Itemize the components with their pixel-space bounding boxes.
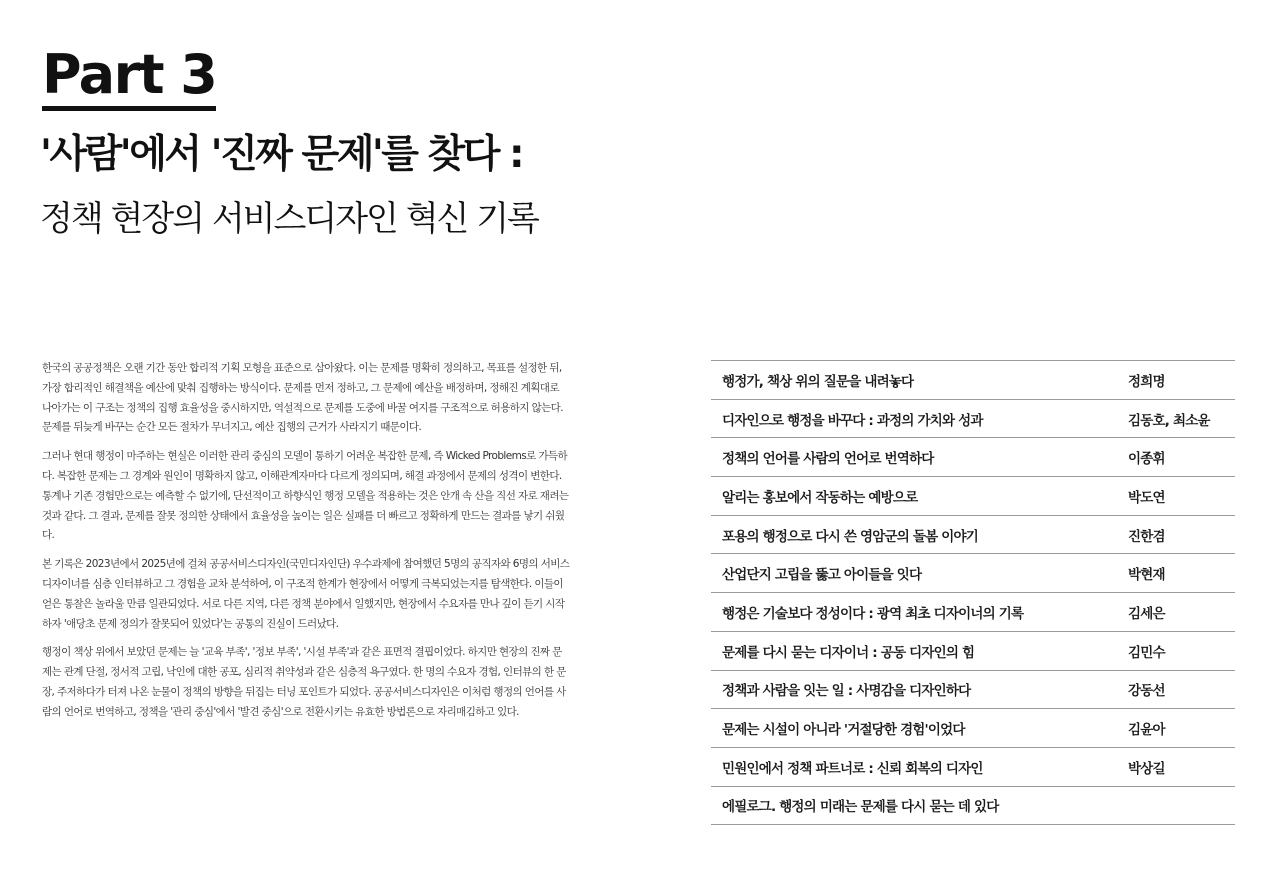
- toc-author: 강동선: [1128, 683, 1165, 700]
- toc-title: 정책과 사람을 잇는 일 : 사명감을 디자인하다: [722, 683, 971, 700]
- toc-author: 이종휘: [1128, 451, 1165, 468]
- part-label: Part 3: [42, 46, 216, 111]
- toc-author: 진한겸: [1128, 528, 1165, 545]
- page-subtitle: 정책 현장의 서비스디자인 혁신 기록: [40, 199, 538, 239]
- toc-row[interactable]: [711, 671, 1235, 710]
- toc-row[interactable]: [711, 709, 1235, 748]
- toc-title: 알리는 홍보에서 작동하는 예방으로: [722, 489, 918, 506]
- intro-text: [42, 359, 570, 732]
- toc-title: 포용의 행정으로 다시 쓴 영암군의 돌봄 이야기: [722, 528, 978, 545]
- toc-row[interactable]: [711, 748, 1235, 787]
- toc-row[interactable]: [711, 632, 1235, 671]
- toc-author: 김동호, 최소윤: [1128, 412, 1210, 429]
- toc-title: 행정은 기술보다 정성이다 : 광역 최초 디자이너의 기록: [722, 605, 1024, 622]
- toc-title: 정책의 언어를 사람의 언어로 번역하다: [722, 451, 934, 468]
- toc-row[interactable]: [711, 438, 1235, 477]
- toc-row[interactable]: [711, 593, 1235, 632]
- toc-author: 김세은: [1128, 605, 1165, 622]
- toc-author: 박도연: [1128, 489, 1165, 506]
- page-title: '사람'에서 '진짜 문제'를 찾다 :: [40, 132, 523, 177]
- toc-row[interactable]: [711, 477, 1235, 516]
- toc-author: 김윤아: [1128, 722, 1165, 739]
- toc-author: 박현재: [1128, 567, 1165, 584]
- toc-title: 디자인으로 행정을 바꾸다 : 과정의 가치와 성과: [722, 412, 983, 429]
- toc-title: 민원인에서 정책 파트너로 : 신뢰 회복의 디자인: [722, 760, 983, 777]
- toc-title: 문제를 다시 묻는 디자이너 : 공동 디자인의 힘: [722, 644, 975, 661]
- toc-author: 박상길: [1128, 760, 1165, 777]
- toc-row[interactable]: [711, 361, 1235, 400]
- table-of-contents: [711, 360, 1235, 825]
- intro-paragraph: 행정이 책상 위에서 보았던 문제는 늘 '교육 부족', '정보 부족', '시설 부족'과 같은 표면적 결핍이었다. 하지만 현장의 진짜 문제는 관계 단절, 정서적 고립, 낙인에 대한 공포, 심리적 취약성과 같은 심층적 욕구였다. 한 명의 수요자 경험, 인터뷰의 한 문장, 주저하다가 터져 나온 눈물이 정책의 방향을 뒤집는 터닝 포인트가 되었다. 공공서비스디자인은 이처럼 행정의 언어를 사람의 언어로 번역하고, 정책을 '관리 중심'에서 '발견 중심'으로 전환시키는 유효한 방법론으로 자리매김하고 있다.: [42, 646, 566, 718]
- toc-row[interactable]: [711, 516, 1235, 555]
- toc-title: 산업단지 고립을 뚫고 아이들을 잇다: [722, 567, 922, 584]
- toc-title: 문제는 시설이 아니라 '거절당한 경험'이었다: [722, 722, 965, 739]
- toc-title: 에필로그. 행정의 미래는 문제를 다시 묻는 데 있다: [722, 799, 999, 816]
- toc-row[interactable]: [711, 400, 1235, 439]
- toc-author: 정희명: [1128, 373, 1165, 390]
- toc-row[interactable]: [711, 787, 1235, 826]
- intro-paragraph: 한국의 공공정책은 오랜 기간 동안 합리적 기획 모형을 표준으로 삼아왔다. 이는 문제를 명확히 정의하고, 목표를 설정한 뒤, 가장 합리적인 해결책을 예산에 맞춰 집행하는 방식이다. 문제를 먼저 정하고, 그 문제에 예산을 배정하며, 정해진 계획대로 나아가는 이 구조는 정책의 집행 효율성을 중시하지만, 역설적으로 문제를 도중에 바꿀 여지를 구조적으로 허용하지 않는다. 문제를 뒤늦게 바꾸는 순간 모든 절차가 무너지고, 예산 집행의 근거가 사라지기 때문이다.: [42, 362, 563, 434]
- intro-paragraph: 그러나 현대 행정이 마주하는 현실은 이러한 관리 중심의 모델이 통하기 어려운 복잡한 문제, 즉 Wicked Problems로 가득하다. 복잡한 문제는 그 경계와 원인이 명확하지 않고, 이해관계자마다 다르게 정의되며, 해결 과정에서 문제의 성격이 변한다. 통계나 기존 경험만으로는 예측할 수 없기에, 단선적이고 하향식인 행정 모델을 적용하는 것은 안개 속 산을 직선 자로 재려는 것과 같다. 그 결과, 문제를 잘못 정의한 상태에서 효율성을 높이는 일은 실패를 더 빠르고 정확하게 만드는 결과를 낳기 쉬웠다.: [42, 450, 569, 542]
- toc-author: 김민수: [1128, 644, 1165, 661]
- intro-paragraph: 본 기록은 2023년에서 2025년에 걸쳐 공공서비스디자인(국민디자인단) 우수과제에 참여했던 5명의 공직자와 6명의 서비스디자이너를 심층 인터뷰하고 그 경험을 교차 분석하여, 이 구조적 한계가 현장에서 어떻게 극복되었는지를 탐색한다. 이들이 얻은 통찰은 놀라울 만큼 일관되었다. 서로 다른 지역, 다른 정책 분야에서 일했지만, 현장에서 수요자를 만나 깊이 듣기 시작하자 '애당초 문제 정의가 잘못되어 있었다'는 공통의 진실이 드러났다.: [42, 558, 570, 630]
- toc-title: 행정가, 책상 위의 질문을 내려놓다: [722, 373, 914, 390]
- toc-row[interactable]: [711, 554, 1235, 593]
